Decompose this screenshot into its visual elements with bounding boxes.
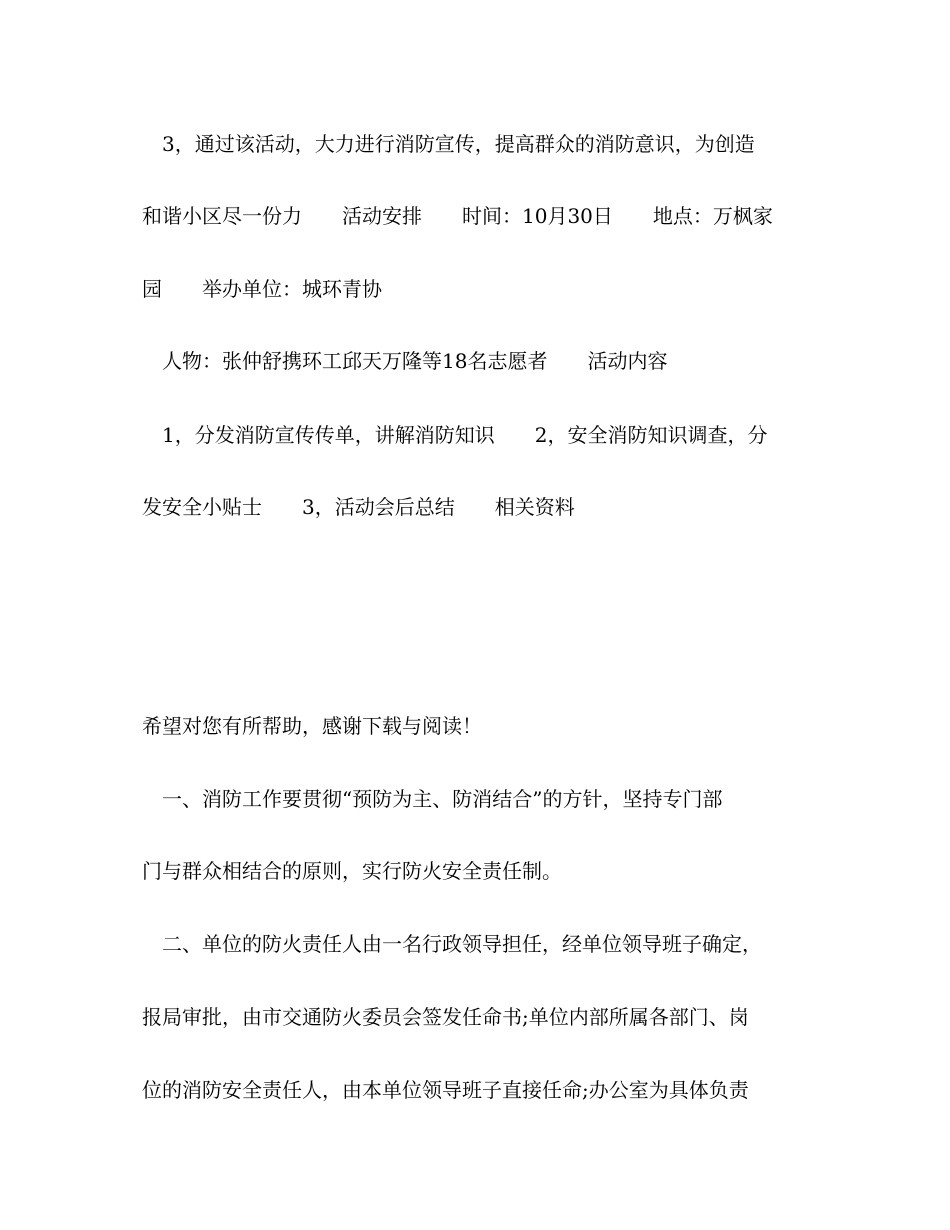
text-line-8: 一、消防工作要贯彻“预防为主、防消结合”的方针，坚持专门部 — [162, 787, 723, 811]
text-line-7: 希望对您有所帮助，感谢下载与阅读！ — [142, 714, 482, 738]
text-line-5: 1，分发消防宣传传单，讲解消防知识 2，安全消防知识调查，分 — [162, 423, 768, 447]
text-line-9: 门与群众相结合的原则，实行防火安全责任制。 — [142, 859, 562, 883]
text-line-11: 报局审批，由市交通防火委员会签发任命书;单位内部所属各部门、岗 — [142, 1005, 749, 1029]
text-line-1: 3，通过该活动，大力进行消防宣传，提高群众的消防意识，为创造 — [162, 132, 755, 156]
text-line-12: 位的消防安全责任人，由本单位领导班子直接任命;办公室为具体负责 — [142, 1078, 749, 1102]
text-line-2: 和谐小区尽一份力 活动安排 时间：10月30日 地点：万枫家 — [142, 204, 773, 228]
text-line-6: 发安全小贴士 3，活动会后总结 相关资料 — [142, 495, 575, 519]
text-line-3: 园 举办单位：城环青协 — [142, 277, 382, 301]
text-line-4: 人物：张仲舒携环工邱天万隆等18名志愿者 活动内容 — [162, 349, 668, 373]
text-line-10: 二、单位的防火责任人由一名行政领导担任，经单位领导班子确定， — [162, 932, 762, 956]
